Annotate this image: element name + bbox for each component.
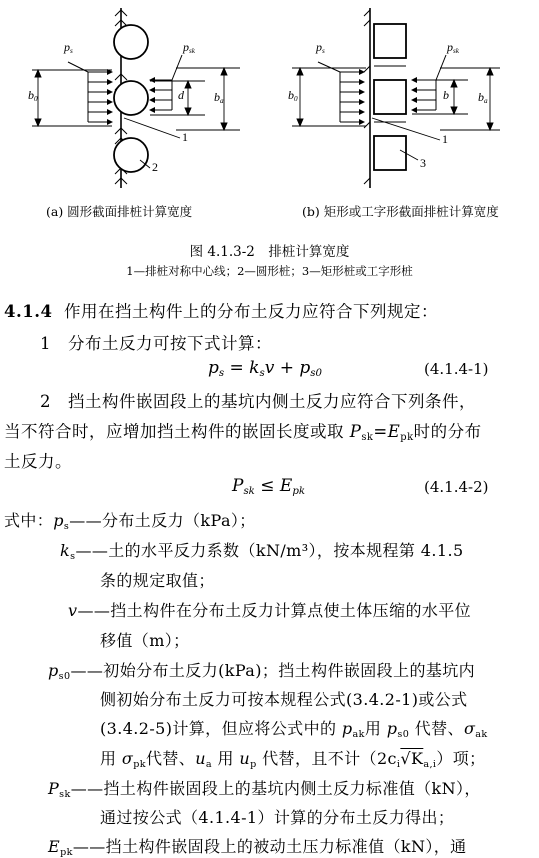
- row-pile-figure: [0, 0, 539, 232]
- caption-b: (b) 矩形或工字形截面排桩计算宽度: [302, 204, 499, 219]
- definition-ps0-cont-2: (3.4.2-5)计算，但应将公式中的 $p_{ak}$用 $p_{s0}$ 代替、$\sigma_{ak}$: [100, 719, 488, 740]
- label-ps-b: $p_s$: [316, 40, 325, 56]
- figure-a-circular: [32, 8, 240, 188]
- item-2-line-2: 当不符合时，应增加挡土构件的嵌固长度或取 $P_{sk}=E_{pk}$时的分布: [4, 422, 482, 443]
- definition-epk: $E_{pk}——$挡土构件嵌固段上的被动土压力标准值（kN），通: [48, 837, 467, 858]
- label-psk-a: $p_{sk}$: [183, 40, 195, 56]
- equation-1-number: (4.1.4-1): [424, 360, 489, 378]
- definition-ps0: $p_{s0}——$初始分布土反力(kPa)；挡土构件嵌固段上的基坑内: [48, 661, 476, 682]
- label-ps-a: $p_s$: [64, 40, 73, 56]
- definition-ps: 式中：$p_s——$分布土反力（kPa）；: [4, 511, 256, 532]
- item-2-line-3: 土反力。: [4, 452, 72, 471]
- clause-text: 作用在挡土构件上的分布土反力应符合下列规定：: [63, 302, 438, 321]
- clause-number: 4.1.4: [4, 302, 53, 321]
- figure-b-rectangular: [292, 8, 500, 188]
- label-ba-b: $b_a$: [478, 90, 488, 106]
- definition-ps0-cont-1: 侧初始分布土反力可按本规程公式(3.4.2-1)或公式: [100, 690, 468, 709]
- label-b0-a: $b_0$: [28, 88, 38, 104]
- label-ba-a: $b_a$: [214, 90, 224, 106]
- equation-2-number: (4.1.4-2): [424, 478, 489, 496]
- definition-ks-cont: 条的规定取值；: [100, 571, 215, 590]
- label-3: 3: [420, 156, 426, 170]
- label-2: 2: [152, 160, 158, 174]
- definition-v: v——挡土构件在分布土反力计算点使土体压缩的水平位: [68, 601, 472, 620]
- definition-ps0-cont-3: 用 $\sigma_{pk}$代替、$u_a$ 用 $u_p$ 代替，且不计$(2c_i√K_{a,i})$项；: [100, 749, 486, 770]
- definition-v-cont: 移值（m）；: [100, 631, 190, 650]
- caption-a: (a) 圆形截面排桩计算宽度: [46, 204, 193, 219]
- definition-ks: $k_s——$土的水平反力系数（kN/m³），按本规程第 4.1.5: [60, 541, 464, 562]
- label-psk-b: $p_{sk}$: [447, 40, 459, 56]
- item-2-line-1: 2 挡土构件嵌固段上的基坑内侧土反力应符合下列条件，: [40, 392, 476, 411]
- figure-title: 图 4.1.3-2 排桩计算宽度: [189, 244, 350, 260]
- label-1-a: 1: [182, 130, 188, 144]
- label-d: d: [178, 88, 184, 102]
- label-1-b: 1: [442, 132, 448, 146]
- clause-4-1-4: [4, 298, 438, 322]
- label-b0-b: $b_0$: [288, 88, 298, 104]
- figure-legend: 1—排桩对称中心线；2—圆形桩；3—矩形桩或工字形桩: [126, 264, 413, 278]
- equation-2: $P_{sk} \le E_{pk}$: [232, 476, 306, 498]
- item-1: 1 分布土反力可按下式计算：: [40, 334, 272, 353]
- label-b: b: [443, 88, 449, 102]
- equation-1: $p_s = k_sv + p_{s0}$: [208, 358, 322, 380]
- definition-psk: $P_{sk}——$挡土构件嵌固段上的基坑内侧土反力标准值（kN），: [48, 779, 481, 800]
- definition-psk-cont: 通过按公式（4.1.4-1）计算的分布土反力得出；: [100, 808, 455, 827]
